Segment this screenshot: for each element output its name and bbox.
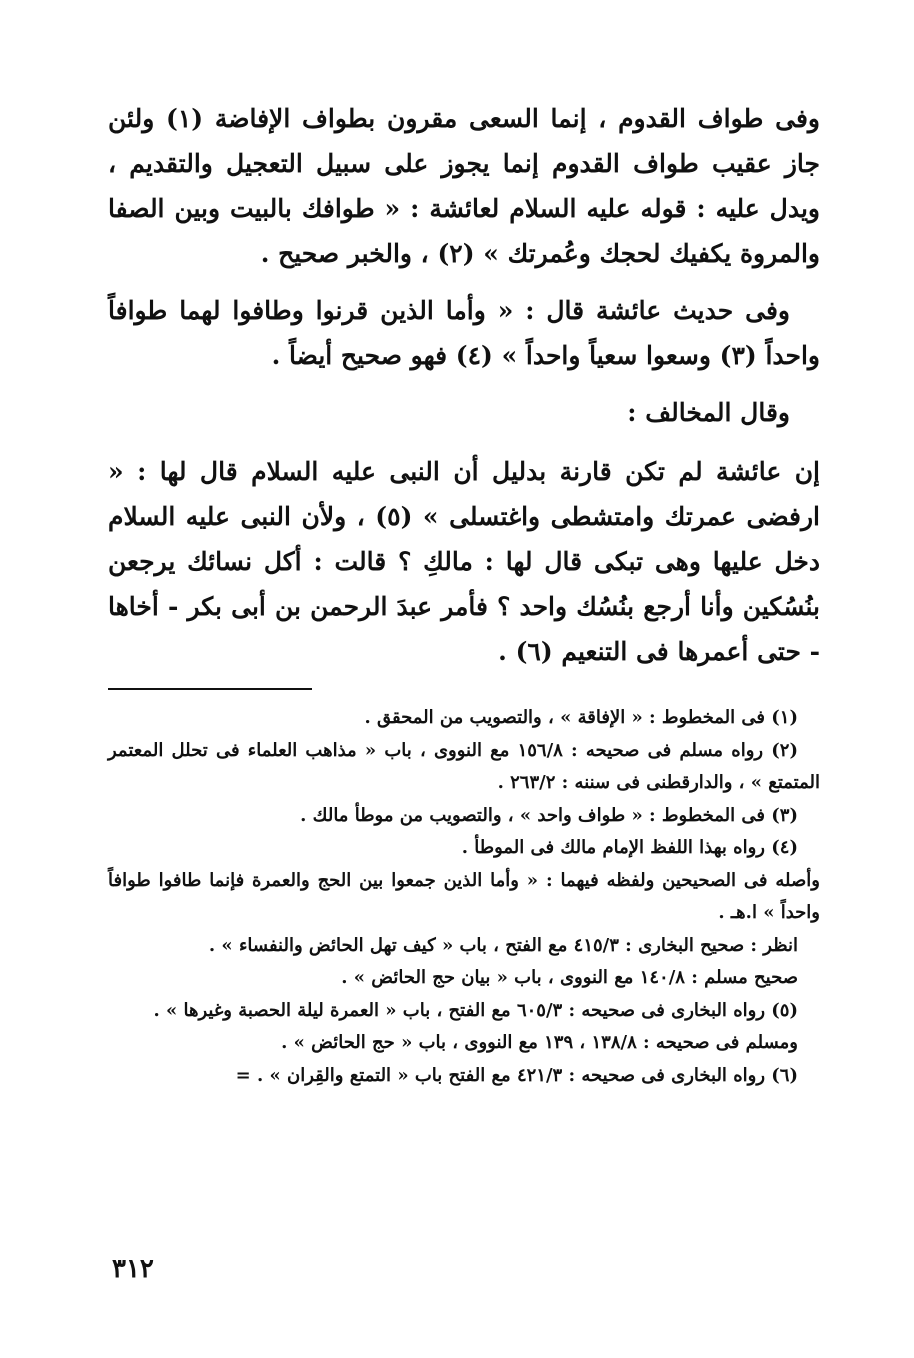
footnotes — [108, 702, 820, 1092]
page-number: ٣١٢ — [112, 1254, 154, 1284]
footnote: (٢) رواه مسلم فى صحيحه : ١٥٦/٨ مع النووى ، باب « مذاهب العلماء فى تحلل المعتمر المتمتع » ، والدارقطنى فى سننه : ٢٦٣/٢ . — [108, 739, 820, 793]
main-paragraph: إن عائشة لم تكن قارنة بدليل أن النبى عليه السلام قال لها : « ارفضى عمرتك وامتشطى واغتسلى » (٥) ، ولأن النبى عليه السلام دخل عليها وهى تبكى قال لها : مالكِ ؟ قالت : أكل نسائك يرجعن بنُسُكين وأنا أرجع بنُسُك واحد ؟ فأمر عبدَ الرحمن بن أبى بكر - أخاها - حتى أعمرها فى التنعيم (٦) . — [108, 457, 820, 666]
footnote: (٦) رواه البخارى فى صحيحه : ٤٢١/٣ مع الفتح باب « التمتع والقِران » . = — [235, 1064, 798, 1086]
page-body — [108, 96, 820, 1092]
main-paragraph: وفى حديث عائشة قال : « وأما الذين قرنوا وطافوا لهما طوافاً واحداً (٣) وسعوا سعياً واحداً » (٤) فهو صحيح أيضاً . — [108, 296, 820, 370]
footnote: (٤) رواه بهذا اللفظ الإمام مالك فى الموطأ . — [461, 837, 798, 858]
footnote-continuation: صحيح مسلم : ١٤٠/٨ مع النووى ، باب « بيان حج الحائض » . — [341, 967, 798, 988]
footnote-separator-wrap — [108, 688, 820, 690]
footnote-continuation: انظر : صحيح البخارى : ٤١٥/٣ مع الفتح ، باب « كيف تهل الحائض والنفساء » . — [208, 934, 798, 956]
main-text — [108, 96, 820, 674]
footnote-continuation: وأصله فى الصحيحين ولفظه فيهما : « وأما الذين جمعوا بين الحج والعمرة فإنما طافوا طوافاً واحداً » ا.هـ . — [108, 869, 820, 923]
section-heading: وقال المخالف : — [627, 398, 790, 427]
main-paragraph: وفى طواف القدوم ، إنما السعى مقرون بطواف الإفاضة (١) ولئن جاز عقيب طواف القدوم إنما يجوز على سبيل التعجيل والتقديم ، ويدل عليه : قوله عليه السلام لعائشة : « طوافك بالبيت وبين الصفا والمروة يكفيك لحجك وعُمرتك » (٢) ، والخبر صحيح . — [108, 104, 820, 268]
footnote: (٣) فى المخطوط : « طواف واحد » ، والتصويب من موطأ مالك . — [300, 804, 798, 826]
footnote-separator — [108, 688, 312, 690]
footnote: (١) فى المخطوط : « الإفاقة » ، والتصويب من المحقق . — [364, 707, 798, 728]
footnote-continuation: ومسلم فى صحيحه : ١٣٨/٨ ، ١٣٩ مع النووى ، باب « حج الحائض » . — [281, 1032, 798, 1053]
footnote: (٥) رواه البخارى فى صحيحه : ٦٠٥/٣ مع الفتح ، باب « العمرة ليلة الحصبة وغيرها » . — [153, 999, 798, 1021]
